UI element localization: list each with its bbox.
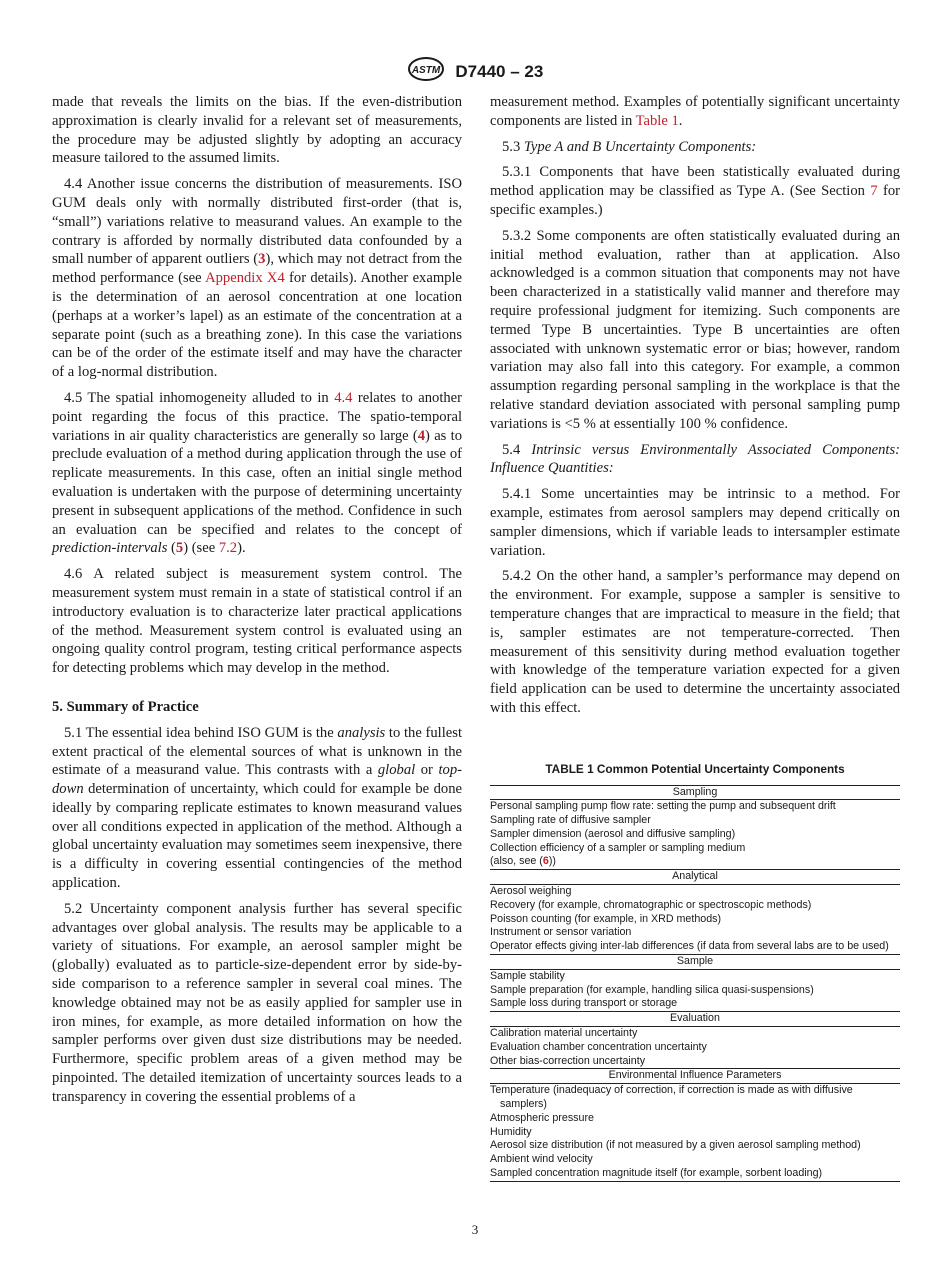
paragraph-5-3: 5.3 Type A and B Uncertainty Components:	[502, 138, 757, 155]
paragraph-5-3-1: 5.3.1 Components that have been statistically evaluated during method application may be classified as Type A. (See Section 7 for specific examples.)	[490, 164, 900, 218]
paragraph-5-4-1: 5.4.1 Some uncertainties may be intrinsic to a method. For example, estimates from aerosol samplers may depend critically on sampler dimensions, which if variable leads to intersampler estimate variation.	[490, 486, 900, 559]
reference-4-link[interactable]: 4	[417, 427, 426, 444]
paragraph-5-4: 5.4 Intrinsic versus Environmentally Associated Components: Influence Quantities:	[490, 441, 900, 477]
document-designation: D7440 – 23	[455, 61, 544, 81]
table-section-row	[490, 870, 900, 885]
paragraph-4-6: 4.6 A related subject is measurement system control. The measurement system must remain in a state of statistical control if an introductory evaluation is to characterize later practical applications of the method. Measurement system control is evaluated using an ongoing quality control program, testing critical performance aspects for detecting problems which may develop in the method.	[52, 566, 462, 677]
left-column	[52, 93, 462, 1107]
paragraph-4-5: 4.5 The spatial inhomogeneity alluded to in 4.4 relates to another point regarding the focus of this practice. The spatio-temporal variations in air quality characteristics are generally so large (4) as to preclude evaluation of a method during application through the use of replicate measurements. In this case, often an initial single method evaluation is undertaken with the purpose of determining uncertainty present in subsequent applications of the method. Confidence in such an evaluation can be specified and relates to the concept of prediction-intervals (5) (see 7.2).	[52, 389, 463, 557]
astm-logo-icon	[407, 56, 445, 87]
table-1-caption: TABLE 1 Common Potential Uncertainty Components	[545, 761, 845, 776]
table-row	[490, 1084, 900, 1112]
table-cell: Sample preparation (for example, handling silica quasi-suspensions)	[490, 983, 814, 996]
section-7-2-link[interactable]: 7.2	[218, 540, 238, 557]
table-row	[490, 1041, 900, 1055]
table-row	[490, 885, 900, 899]
table-row	[490, 899, 900, 913]
table-cell: Aerosol size distribution (if not measured by a given aerosol sampling method)	[490, 1139, 861, 1152]
table-row	[490, 842, 900, 856]
table-cell: Sample stability	[490, 969, 565, 982]
page-header	[0, 56, 950, 87]
table-row	[490, 814, 900, 828]
table-cell: Evaluation chamber concentration uncertainty	[490, 1040, 707, 1053]
table-row	[490, 855, 900, 869]
right-column	[490, 93, 900, 1182]
table-row	[490, 926, 900, 940]
table-row	[490, 913, 900, 927]
table-section-label: Analytical	[490, 870, 900, 885]
table-cell: Atmospheric pressure	[490, 1111, 594, 1124]
table-cell: Sample loss during transport or storage	[490, 997, 678, 1010]
paragraph-5-3-2: 5.3.2 Some components are often statistically evaluated during an initial method evaluation, rather than at application. Also acknowledged is a common situation that components may not have been characterized in a statistically valid manner and therefore may require professional judgment for itemizing. Such components are termed Type B uncertainties. Type B uncertainties are often associated with unknown systematic error or bias; however, random variation may also fall into this category. For example, a common assumption regarding personal sampling in the workplace is that the relative standard deviation associated with personal sampling pump variations is <5 % at essentially 100 % confidence.	[490, 227, 900, 432]
table-row	[490, 1055, 900, 1069]
table-row	[490, 969, 900, 983]
page-number: 3	[471, 1222, 479, 1237]
reference-6-link[interactable]: 6	[542, 855, 549, 868]
paragraph-5-1: 5.1 The essential idea behind ISO GUM is the analysis to the fullest extent practical of the elemental sources of what is unknown in the estimate of a measurand value. This contrasts with a global or top-down determination of uncertainty, which could for example be done ideally by comparing replicate estimates to known measurand values over all conditions expected in application of the method. Although a global uncertainty evaluation may sometimes seem inexpensive, there is a difficulty in covering essential contingencies of the method application.	[52, 724, 462, 892]
table-row	[490, 940, 900, 954]
table-cell: Instrument or sensor variation	[490, 926, 632, 939]
table-row	[490, 997, 900, 1011]
table-row	[490, 1112, 900, 1126]
table-row	[490, 1027, 900, 1041]
table-section-row	[490, 1069, 900, 1084]
reference-5-link[interactable]: 5	[175, 540, 184, 557]
table-cell: Sampled concentration magnitude itself (for example, sorbent loading)	[490, 1167, 900, 1181]
paragraph-5-2: 5.2 Uncertainty component analysis further has several specific advantages over global analysis. The results may be applicable to a variety of situations. For example, an aerosol sampler might be (globally) evaluated as to particle-size-dependent error by side-by-side comparison to a reference sampler in several coal mines. The knowledge obtained may not be as easily applied for sampler use in iron mines, for example, as more detailed information on how the sampler performs over given dust size distributions may be needed. Furthermore, specific problem areas of a given method may be pinpointed. The detailed itemization of uncertainty sources leads to a transparency in covering the essential problems of a	[52, 900, 462, 1105]
table-cell: Other bias-correction uncertainty	[490, 1054, 646, 1067]
section-7-link[interactable]: 7	[870, 183, 878, 200]
table-cell: Temperature (inadequacy of correction, if correction is made as with diffusive samplers)	[490, 1084, 853, 1111]
appendix-x4-link[interactable]: Appendix X4	[205, 270, 285, 287]
table-section-row	[490, 785, 900, 800]
paragraph-4-3-continuation: made that reveals the limits on the bias. If the even-distribution approximation is clearly invalid for a relevant set of measurements, the procedure may be adjusted slightly by adopting an accuracy measure tailored to the assumed limits.	[52, 94, 462, 167]
table-cell: Aerosol weighing	[490, 885, 572, 898]
table-cell: Recovery (for example, chromatographic or spectroscopic methods)	[490, 898, 812, 911]
table-cell: Collection efficiency of a sampler or sampling medium	[490, 841, 746, 854]
section-5-heading: 5. Summary of Practice	[52, 698, 199, 715]
table-cell: Poisson counting (for example, in XRD methods)	[490, 912, 722, 925]
table-section-label: Environmental Influence Parameters	[490, 1069, 900, 1084]
table-cell: Ambient wind velocity	[490, 1153, 593, 1166]
paragraph-5-2-continuation: measurement method. Examples of potentially significant uncertainty components are listed in Table 1.	[490, 94, 900, 129]
table-cell: Personal sampling pump flow rate: setting the pump and subsequent drift	[490, 800, 836, 813]
table-row	[490, 800, 900, 814]
table-section-row	[490, 1012, 900, 1027]
table-cell: Calibration material uncertainty	[490, 1027, 638, 1040]
uncertainty-components-table	[490, 785, 900, 1182]
table-cell: (also, see (6))	[490, 855, 556, 868]
table-cell: Operator effects giving inter-lab differences (if data from several labs are to be used)	[490, 940, 889, 953]
table-row	[490, 1139, 900, 1153]
table-cell: Humidity	[490, 1125, 532, 1138]
table-row	[490, 1167, 900, 1181]
table-row	[490, 984, 900, 998]
table-cell: Sampling rate of diffusive sampler	[490, 814, 651, 827]
table-row	[490, 828, 900, 842]
astm-logo-text: ASTM	[411, 65, 440, 76]
table-section-label: Sample	[490, 955, 900, 970]
reference-3-link[interactable]: 3	[258, 251, 266, 268]
table-cell: Sampler dimension (aerosol and diffusive sampling)	[490, 827, 736, 840]
table-row	[490, 1153, 900, 1167]
table-section-label: Sampling	[490, 785, 900, 800]
table-1-link[interactable]: Table 1	[635, 112, 679, 129]
table-section-row	[490, 955, 900, 970]
table-row	[490, 1126, 900, 1140]
section-4-4-link[interactable]: 4.4	[334, 389, 353, 406]
table-section-label: Evaluation	[490, 1012, 900, 1027]
paragraph-4-4: 4.4 Another issue concerns the distribution of measurements. ISO GUM deals only with normally distributed first-order (that is, “small”) variations relative to measurand values. An example to the contrary is afforded by normally distributed data confounded by a small number of apparent outliers (3), which may not detract from the method performance (see Appendix X4 for details). Another example is the determination of an aerosol concentration at one location (perhaps at a worker’s lapel) as an estimate of the concentration at a separate point (such as a breathing zone). In this case the variations can be of the order of the estimate itself and may have the character of a log-normal distribution.	[52, 176, 463, 381]
paragraph-5-4-2: 5.4.2 On the other hand, a sampler’s performance may depend on the environment. For example, suppose a sampler is sensitive to temperature changes that are impractical to measure in the field; that is, sampler estimates are not temperature-corrected. Then measurement of this sensitivity during method evaluation together with knowledge of the temperature variation expected for a given field application can be used to determine the uncertainty associated with this effect.	[490, 568, 900, 716]
